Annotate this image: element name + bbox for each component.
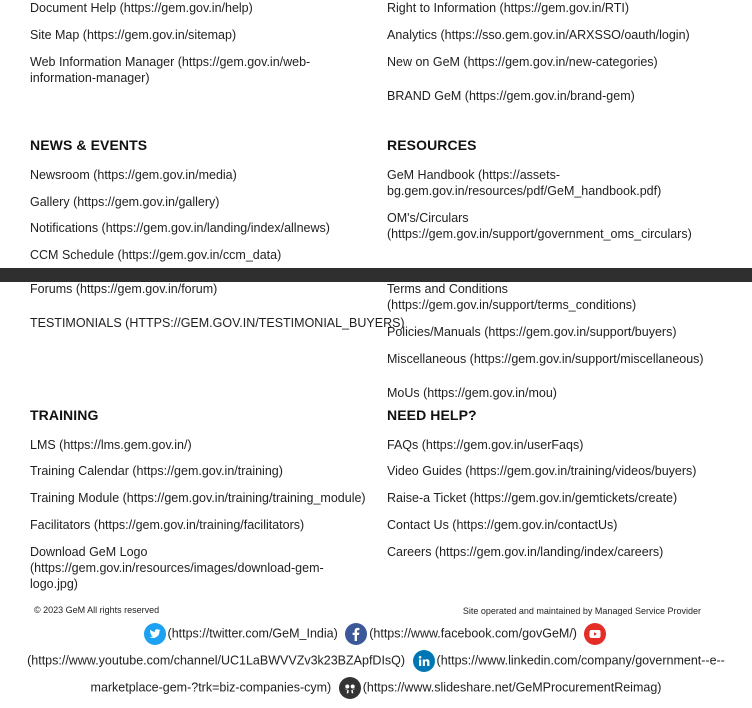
youtube-icon[interactable] bbox=[584, 623, 606, 645]
forums-link[interactable]: Forums (https://gem.gov.in/forum) bbox=[30, 282, 218, 296]
careers-link[interactable]: Careers (https://gem.gov.in/landing/index/careers) bbox=[387, 545, 664, 559]
policies-manuals-link[interactable]: Policies/Manuals (https://gem.gov.in/support/buyers) bbox=[387, 325, 677, 339]
raise-ticket-link[interactable]: Raise-a Ticket (https://gem.gov.in/gemtickets/create) bbox=[387, 491, 678, 505]
faqs-link[interactable]: FAQs (https://gem.gov.in/userFaqs) bbox=[387, 438, 584, 452]
gem-handbook-link[interactable]: GeM Handbook (https://assets-bg.gem.gov.in/resources/pdf/GeM_handbook.pdf) bbox=[387, 168, 662, 198]
need-help-heading: NEED HELP? bbox=[387, 407, 477, 423]
news-events-heading: NEWS & EVENTS bbox=[30, 137, 148, 153]
gallery-link[interactable]: Gallery (https://gem.gov.in/gallery) bbox=[30, 195, 220, 209]
new-on-gem-link[interactable]: New on GeM (https://gem.gov.in/new-categories) bbox=[387, 55, 658, 69]
facilitators-link[interactable]: Facilitators (https://gem.gov.in/training/facilitators) bbox=[30, 518, 305, 532]
social-links-row-2 bbox=[0, 649, 752, 672]
analytics-link[interactable]: Analytics (https://sso.gem.gov.in/ARXSSO/oauth/login) bbox=[387, 28, 690, 42]
right-to-information-link[interactable]: Right to Information (https://gem.gov.in/RTI) bbox=[387, 1, 629, 15]
social-links-row-1 bbox=[0, 622, 752, 645]
notifications-link[interactable]: Notifications (https://gem.gov.in/landing/index/allnews) bbox=[30, 221, 330, 235]
web-information-manager-link[interactable]: Web Information Manager (https://gem.gov.in/web-information-manager) bbox=[30, 55, 311, 85]
newsroom-link[interactable]: Newsroom (https://gem.gov.in/media) bbox=[30, 168, 237, 182]
document-help-link[interactable]: Document Help (https://gem.gov.in/help) bbox=[30, 1, 253, 15]
facebook-icon[interactable] bbox=[345, 623, 367, 645]
youtube-link[interactable]: (https://www.youtube.com/channel/UC1LaBWVVZv3k23BZApfDIsQ) bbox=[27, 653, 406, 668]
social-links-row-3 bbox=[0, 676, 752, 699]
twitter-icon[interactable] bbox=[144, 623, 166, 645]
linkedin-icon[interactable] bbox=[413, 650, 435, 672]
slideshare-link[interactable]: (https://www.slideshare.net/GeMProcurementReimag) bbox=[362, 680, 662, 695]
brand-gem-link[interactable]: BRAND GeM (https://gem.gov.in/brand-gem) bbox=[387, 89, 635, 103]
terms-conditions-link[interactable]: Terms and Conditions (https://gem.gov.in/support/terms_conditions) bbox=[387, 282, 637, 312]
facebook-link[interactable]: (https://www.facebook.com/govGeM/) bbox=[369, 626, 577, 641]
contact-us-link[interactable]: Contact Us (https://gem.gov.in/contactUs) bbox=[387, 518, 618, 532]
mous-link[interactable]: MoUs (https://gem.gov.in/mou) bbox=[387, 386, 557, 400]
miscellaneous-link[interactable]: Miscellaneous (https://gem.gov.in/support/miscellaneous) bbox=[387, 352, 704, 366]
training-heading: TRAINING bbox=[30, 407, 99, 423]
ccm-schedule-link[interactable]: CCM Schedule (https://gem.gov.in/ccm_data) bbox=[30, 248, 282, 262]
testimonials-link[interactable]: TESTIMONIALS (HTTPS://GEM.GOV.IN/TESTIMONIAL_BUYERS) bbox=[30, 316, 405, 330]
oms-circulars-link[interactable]: OM's/Circulars (https://gem.gov.in/support/government_oms_circulars) bbox=[387, 211, 692, 241]
copyright-text: © 2023 GeM All rights reserved bbox=[34, 605, 160, 615]
training-module-link[interactable]: Training Module (https://gem.gov.in/training/training_module) bbox=[30, 491, 366, 505]
operated-by-text: Site operated and maintained by Managed Service Provider bbox=[462, 606, 701, 616]
lms-link[interactable]: LMS (https://lms.gem.gov.in/) bbox=[30, 438, 192, 452]
linkedin-link[interactable]: (https://www.linkedin.com/company/government--e-- bbox=[436, 653, 725, 668]
linkedin-link-continued[interactable]: marketplace-gem-?trk=biz-companies-cym) bbox=[90, 680, 332, 695]
download-gem-logo-link[interactable]: Download GeM Logo (https://gem.gov.in/resources/images/download-gem-logo.jpg) bbox=[30, 545, 324, 591]
site-map-link[interactable]: Site Map (https://gem.gov.in/sitemap) bbox=[30, 28, 237, 42]
twitter-link[interactable]: (https://twitter.com/GeM_India) bbox=[167, 626, 338, 641]
video-guides-link[interactable]: Video Guides (https://gem.gov.in/training/videos/buyers) bbox=[387, 464, 697, 478]
slideshare-icon[interactable] bbox=[339, 677, 361, 699]
section-divider bbox=[0, 268, 752, 282]
resources-heading: RESOURCES bbox=[387, 137, 477, 153]
training-calendar-link[interactable]: Training Calendar (https://gem.gov.in/training) bbox=[30, 464, 283, 478]
